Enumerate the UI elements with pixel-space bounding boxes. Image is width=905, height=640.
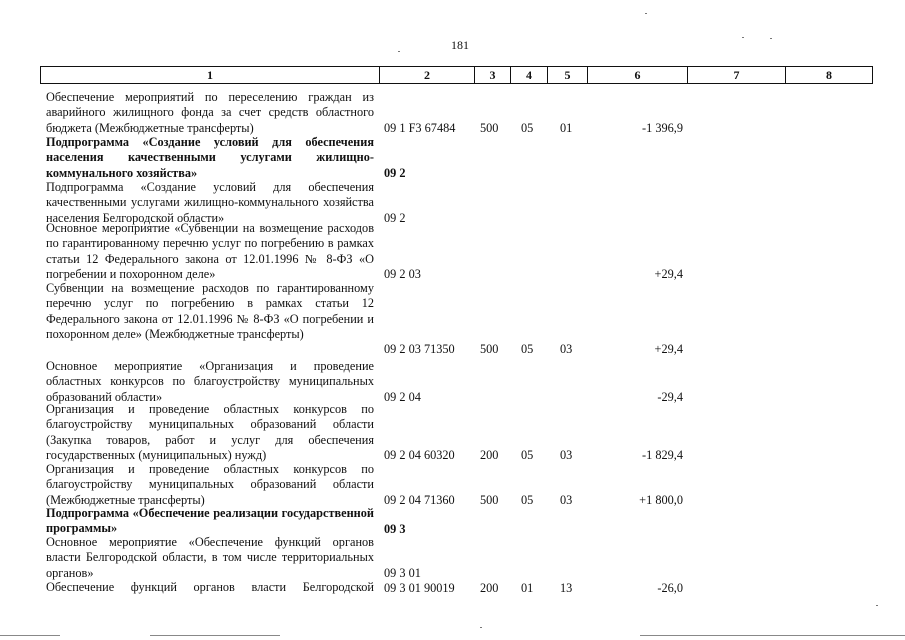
row-vr: 500 (480, 120, 499, 135)
row-code: 09 2 04 60320 (384, 447, 455, 462)
row-description: Обеспечение функций органов власти Белгородской (46, 580, 374, 594)
row-vr: 200 (480, 580, 499, 595)
row-pr: 03 (560, 492, 573, 507)
row-pr: 03 (560, 447, 573, 462)
scan-artifact-dot (770, 38, 772, 39)
row-vr: 500 (480, 341, 499, 356)
header-col-6: 6 (588, 67, 688, 83)
row-rz: 05 (521, 341, 534, 356)
row-vr: 200 (480, 447, 499, 462)
header-col-5: 5 (548, 67, 588, 83)
table-row (0, 580, 905, 596)
row-amount: -1 396,9 (642, 120, 683, 135)
table-row (0, 402, 905, 463)
row-description: Обеспечение мероприятий по переселению граждан из аварийного жилищного фонда за счет средств областного бюджета (Межбюджетные трансферты) (46, 90, 374, 135)
table-header (40, 66, 873, 84)
row-code: 09 2 (384, 210, 406, 225)
row-amount: -29,4 (657, 389, 683, 404)
scan-artifact-dot (480, 627, 482, 628)
row-vr: 500 (480, 492, 499, 507)
scan-artifact-dot (645, 13, 647, 14)
row-pr: 13 (560, 580, 573, 595)
row-description: Подпрограмма «Создание условий для обеспечения населения качественными услугами жилищно-коммунального хозяйства» (46, 135, 374, 180)
row-code: 09 1 F3 67484 (384, 120, 456, 135)
row-amount: +1 800,0 (639, 492, 683, 507)
row-description: Основное мероприятие «Субвенции на возмещение расходов по гарантированному перечню услуг по погребению в рамках статьи 12 Федерального закона от 12.01.1996 № 8-ФЗ «О погребении и похоронном деле» (46, 221, 374, 281)
row-rz: 01 (521, 580, 534, 595)
header-col-8: 8 (826, 68, 832, 82)
scan-artifact-line (150, 635, 280, 636)
page-number: 181 (451, 38, 469, 52)
scan-artifact-dot (876, 605, 878, 606)
scan-artifact-dot (742, 37, 744, 38)
row-code: 09 3 (384, 521, 406, 536)
row-description: Основное мероприятие «Организация и проведение областных конкурсов по благоустройству муниципальных образований области» (46, 359, 374, 404)
row-code: 09 2 04 (384, 389, 421, 404)
row-description: Основное мероприятие «Обеспечение функций органов власти Белгородской области, в том числе территориальных органов» (46, 535, 374, 580)
row-code: 09 3 01 90019 (384, 580, 455, 595)
row-description: Подпрограмма «Создание условий для обеспечения качественными услугами жилищно-коммунального хозяйства населения Белгородской области» (46, 180, 374, 225)
table-row (0, 135, 905, 181)
scan-artifact-dot (398, 51, 400, 52)
header-col-7: 7 (688, 67, 786, 83)
row-code: 09 2 04 71360 (384, 492, 455, 507)
table-row (0, 90, 905, 136)
row-description: Организация и проведение областных конкурсов по благоустройству муниципальных образований области (Закупка товаров, работ и услуг для обеспечения государственных (муниципальных) нужд) (46, 402, 374, 462)
row-description: Подпрограмма «Обеспечение реализации государственной программы» (46, 506, 374, 536)
row-pr: 01 (560, 120, 573, 135)
header-col-3: 3 (475, 67, 511, 83)
row-pr: 03 (560, 341, 573, 356)
table-row (0, 535, 905, 581)
row-rz: 05 (521, 492, 534, 507)
table-row (0, 359, 905, 405)
header-col-4: 4 (511, 67, 548, 83)
row-amount: +29,4 (654, 341, 683, 356)
scan-artifact-line (640, 635, 905, 636)
row-rz: 05 (521, 447, 534, 462)
row-amount: +29,4 (654, 266, 683, 281)
row-code: 09 2 03 71350 (384, 341, 455, 356)
table-row (0, 221, 905, 282)
table-row (0, 506, 905, 537)
row-rz: 05 (521, 120, 534, 135)
header-col-1: 1 (41, 67, 380, 83)
header-col-2: 2 (380, 67, 475, 83)
row-amount: -1 829,4 (642, 447, 683, 462)
row-description: Организация и проведение областных конкурсов по благоустройству муниципальных образований области (Межбюджетные трансферты) (46, 462, 374, 507)
row-amount: -26,0 (657, 580, 683, 595)
scan-artifact-line (0, 635, 60, 636)
row-code: 09 3 01 (384, 565, 421, 580)
table-row (0, 180, 905, 226)
table-row (0, 462, 905, 508)
row-description: Субвенции на возмещение расходов по гарантированному перечню услуг по погребению в рамках статьи 12 Федерального закона от 12.01.1996 № 8-ФЗ «О погребении и похоронном деле» (Межбюджетные трансферты) (46, 281, 374, 341)
row-code: 09 2 03 (384, 266, 421, 281)
row-code: 09 2 (384, 165, 406, 180)
table-row (0, 281, 905, 357)
